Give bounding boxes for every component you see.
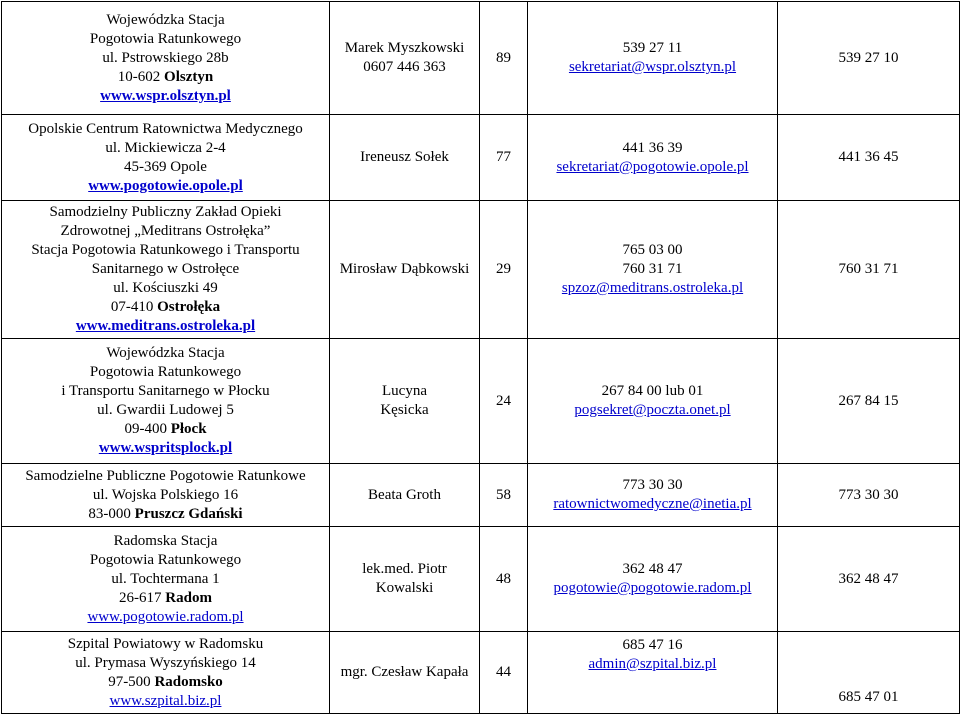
- address-line: [6, 467, 325, 486]
- address-text: ul. Prymasa Wyszyńskiego 14: [75, 654, 256, 671]
- director-name: lek.med. Piotr: [362, 561, 447, 577]
- count-cell: 44: [480, 632, 528, 714]
- address-line: [6, 241, 325, 260]
- website-link[interactable]: www.pogotowie.opole.pl: [88, 177, 243, 194]
- city-name: Pruszcz Gdański: [134, 505, 243, 522]
- city-name: Radomsko: [154, 673, 223, 690]
- address-text: Szpital Powiatowy w Radomsku: [67, 635, 264, 652]
- email-link[interactable]: sekretariat@pogotowie.opole.pl: [556, 158, 749, 175]
- address-line: [6, 49, 325, 68]
- address-line: [6, 551, 325, 570]
- fax-cell: 267 84 15: [778, 339, 960, 464]
- address-line: [6, 420, 325, 439]
- address-text: Wojewódzka Stacja: [106, 345, 225, 361]
- contact-cell: [528, 2, 778, 115]
- table-row: [2, 339, 960, 464]
- table-row: [2, 2, 960, 115]
- address-line: [6, 68, 325, 87]
- count-cell: 77: [480, 115, 528, 201]
- institution-cell: [2, 527, 330, 632]
- address-text: Samodzielne Publiczne Pogotowie Ratunkowe: [25, 467, 306, 484]
- address-line: [6, 382, 325, 401]
- director-name: Lucyna: [382, 383, 427, 399]
- city-name: Ostrołęka: [157, 299, 221, 315]
- director-cell: [330, 527, 480, 632]
- fax-cell: 685 47 01: [778, 632, 960, 714]
- city-name: Olsztyn: [164, 68, 214, 85]
- website-link[interactable]: www.wspr.olsztyn.pl: [100, 87, 231, 104]
- address-text: 26-617: [119, 589, 166, 606]
- email-link[interactable]: pogsekret@poczta.onet.pl: [574, 402, 731, 418]
- address-text: ul. Kościuszki 49: [113, 280, 218, 296]
- address-line: [6, 222, 325, 241]
- address-line: [6, 505, 325, 524]
- director-name: Kęsicka: [380, 402, 429, 418]
- address-text: Radomska Stacja: [113, 532, 218, 549]
- institution-cell: [2, 201, 330, 339]
- address-line: [6, 401, 325, 420]
- address-line: [6, 260, 325, 279]
- count-cell: 58: [480, 464, 528, 527]
- address-line: [6, 532, 325, 551]
- address-text: ul. Gwardii Ludowej 5: [97, 402, 234, 418]
- website-link[interactable]: www.wspritsplock.pl: [98, 440, 233, 456]
- address-line: [6, 158, 325, 177]
- email-link[interactable]: ratownictwomedyczne@inetia.pl: [553, 496, 752, 512]
- phone-number: 267 84 00 lub 01: [601, 383, 704, 399]
- contacts-table: [1, 1, 960, 714]
- address-text: Sanitarnego w Ostrołęce: [91, 261, 240, 277]
- phone-number: 539 27 11: [622, 40, 683, 56]
- fax-cell: 773 30 30: [778, 464, 960, 527]
- address-line: [6, 203, 325, 222]
- count-cell: 29: [480, 201, 528, 339]
- address-line: [6, 635, 325, 654]
- phone-number: 765 03 00: [622, 242, 683, 258]
- address-line: [6, 279, 325, 298]
- director-cell: [330, 632, 480, 714]
- address-line: [6, 298, 325, 317]
- address-text: 10-602: [117, 68, 165, 85]
- address-text: Samodzielny Publiczny Zakład Opieki: [49, 204, 282, 220]
- address-text: i Transportu Sanitarnego w Płocku: [61, 383, 270, 399]
- phone-number: 760 31 71: [622, 261, 683, 277]
- address-line: [6, 673, 325, 692]
- contacts-table-body: [2, 2, 960, 714]
- address-text: ul. Mickiewicza 2-4: [105, 139, 226, 156]
- institution-cell: [2, 115, 330, 201]
- address-text: Pogotowia Ratunkowego: [89, 364, 242, 380]
- address-line: [6, 30, 325, 49]
- director-cell: [330, 115, 480, 201]
- fax-cell: 441 36 45: [778, 115, 960, 201]
- address-line: [6, 120, 325, 139]
- address-line: [6, 589, 325, 608]
- director-cell: [330, 201, 480, 339]
- contact-cell: [528, 115, 778, 201]
- address-text: Pogotowia Ratunkowego: [89, 551, 242, 568]
- table-row: [2, 527, 960, 632]
- city-name: Radom: [165, 589, 212, 606]
- address-text: 97-500: [108, 673, 155, 690]
- address-line: [6, 486, 325, 505]
- count-cell: 48: [480, 527, 528, 632]
- contact-cell: [528, 201, 778, 339]
- address-text: Zdrowotnej „Meditrans Ostrołęka”: [60, 223, 271, 239]
- website-link[interactable]: www.szpital.biz.pl: [109, 692, 222, 709]
- address-text: 07-410: [110, 299, 158, 315]
- address-text: ul. Tochtermana 1: [111, 570, 220, 587]
- website-link[interactable]: www.meditrans.ostroleka.pl: [75, 318, 256, 334]
- institution-cell: [2, 2, 330, 115]
- address-text: Stacja Pogotowia Ratunkowego i Transportu: [31, 242, 300, 258]
- director-name: Mirosław Dąbkowski: [339, 261, 470, 277]
- table-row: [2, 115, 960, 201]
- director-cell: [330, 2, 480, 115]
- institution-cell: [2, 339, 330, 464]
- address-text: Wojewódzka Stacja: [106, 11, 225, 28]
- address-line: [6, 363, 325, 382]
- address-text: ul. Pstrowskiego 28b: [102, 49, 229, 66]
- director-cell: [330, 339, 480, 464]
- address-line: [6, 344, 325, 363]
- email-link[interactable]: pogotowie@pogotowie.radom.pl: [553, 580, 752, 596]
- address-line: [6, 139, 325, 158]
- contact-cell: [528, 632, 778, 714]
- address-text: Opolskie Centrum Ratownictwa Medycznego: [28, 120, 303, 137]
- director-name: Kowalski: [375, 580, 434, 596]
- table-row: [2, 632, 960, 714]
- table-row: [2, 201, 960, 339]
- email-link[interactable]: admin@szpital.biz.pl: [588, 656, 717, 672]
- city-name: Płock: [170, 421, 207, 437]
- address-text: ul. Wojska Polskiego 16: [92, 486, 239, 503]
- count-cell: 89: [480, 2, 528, 115]
- director-cell: [330, 464, 480, 527]
- phone-number: 685 47 16: [622, 637, 683, 653]
- phone-number: 362 48 47: [622, 561, 683, 577]
- institution-cell: [2, 464, 330, 527]
- address-text: 45-369 Opole: [124, 158, 207, 175]
- director-name: Beata Groth: [368, 486, 441, 503]
- address-text: 83-000: [88, 505, 135, 522]
- address-line: [6, 570, 325, 589]
- phone-number: 773 30 30: [622, 477, 683, 493]
- contact-cell: [528, 527, 778, 632]
- count-cell: 24: [480, 339, 528, 464]
- address-line: [6, 654, 325, 673]
- email-link[interactable]: spzoz@meditrans.ostroleka.pl: [561, 280, 744, 296]
- address-text: 09-400: [124, 421, 171, 437]
- contact-cell: [528, 464, 778, 527]
- director-name: mgr. Czesław Kapała: [340, 664, 469, 680]
- director-name: Marek Myszkowski: [344, 40, 465, 56]
- contact-cell: [528, 339, 778, 464]
- director-name: 0607 446 363: [363, 59, 446, 75]
- institution-cell: [2, 632, 330, 714]
- fax-cell: 760 31 71: [778, 201, 960, 339]
- phone-number: 441 36 39: [622, 139, 683, 156]
- address-line: [6, 11, 325, 30]
- fax-cell: 362 48 47: [778, 527, 960, 632]
- website-link[interactable]: www.pogotowie.radom.pl: [87, 608, 244, 625]
- email-link[interactable]: sekretariat@wspr.olsztyn.pl: [568, 59, 737, 75]
- address-text: Pogotowia Ratunkowego: [89, 30, 242, 47]
- fax-cell: 539 27 10: [778, 2, 960, 115]
- table-row: [2, 464, 960, 527]
- director-name: Ireneusz Sołek: [360, 149, 449, 165]
